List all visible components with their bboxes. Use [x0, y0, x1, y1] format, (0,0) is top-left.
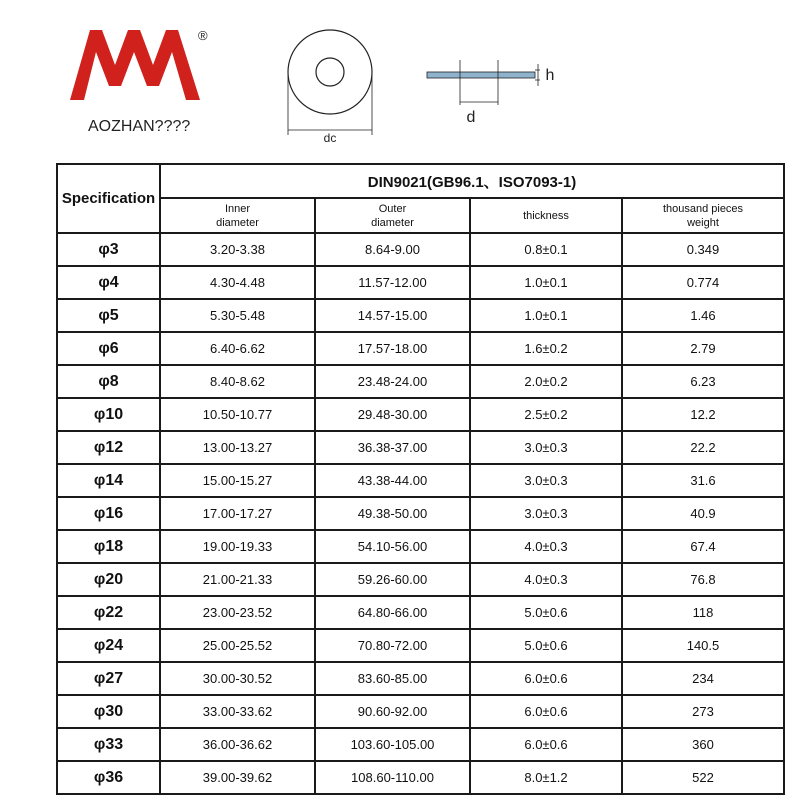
inner-diameter-cell: 21.00-21.33 [160, 563, 315, 596]
thickness-cell: 4.0±0.3 [470, 563, 622, 596]
spec-cell: φ30 [57, 695, 160, 728]
thickness-cell: 6.0±0.6 [470, 695, 622, 728]
inner-diameter-cell: 17.00-17.27 [160, 497, 315, 530]
table-row [57, 464, 784, 497]
outer-diameter-cell: 49.38-50.00 [315, 497, 470, 530]
outer-diameter-cell: 29.48-30.00 [315, 398, 470, 431]
spec-cell: φ33 [57, 728, 160, 761]
weight-cell: 0.774 [622, 266, 784, 299]
thickness-cell: 6.0±0.6 [470, 728, 622, 761]
inner-diameter-cell: 19.00-19.33 [160, 530, 315, 563]
weight-cell: 118 [622, 596, 784, 629]
spec-cell: φ14 [57, 464, 160, 497]
table-row [57, 233, 784, 266]
outer-diameter-cell: 103.60-105.00 [315, 728, 470, 761]
spec-cell: φ5 [57, 299, 160, 332]
outer-diameter-cell: 54.10-56.00 [315, 530, 470, 563]
outer-diameter-cell: 14.57-15.00 [315, 299, 470, 332]
thickness-cell: 6.0±0.6 [470, 662, 622, 695]
outer-diameter-header [315, 198, 470, 233]
weight-header-line2: weight [687, 216, 719, 229]
spec-cell: φ27 [57, 662, 160, 695]
outer-diameter-cell: 108.60-110.00 [315, 761, 470, 794]
outer-diameter-cell: 90.60-92.00 [315, 695, 470, 728]
brand-name [88, 118, 190, 136]
spec-cell: φ6 [57, 332, 160, 365]
thickness-cell: 5.0±0.6 [470, 629, 622, 662]
weight-cell: 22.2 [622, 431, 784, 464]
spec-cell: φ20 [57, 563, 160, 596]
inner-diameter-header [160, 198, 315, 233]
washer-side-view-icon [422, 50, 562, 130]
spec-cell: φ18 [57, 530, 160, 563]
inner-diameter-cell: 15.00-15.27 [160, 464, 315, 497]
inner-diameter-label: d [466, 109, 476, 126]
weight-cell: 140.5 [622, 629, 784, 662]
thickness-cell: 3.0±0.3 [470, 497, 622, 530]
weight-cell: 12.2 [622, 398, 784, 431]
table-row [57, 662, 784, 695]
table-row [57, 332, 784, 365]
thickness-cell: 3.0±0.3 [470, 431, 622, 464]
outer-diameter-cell: 8.64-9.00 [315, 233, 470, 266]
spec-cell: φ8 [57, 365, 160, 398]
standard-header: DIN9021(GB96.1、ISO7093-1) [160, 164, 784, 198]
table-row [57, 695, 784, 728]
weight-cell: 6.23 [622, 365, 784, 398]
outer-diameter-cell: 23.48-24.00 [315, 365, 470, 398]
table-row [57, 299, 784, 332]
weight-cell: 273 [622, 695, 784, 728]
table-row [57, 596, 784, 629]
aozhan-logo-icon [60, 20, 220, 110]
inner-diameter-cell: 13.00-13.27 [160, 431, 315, 464]
inner-diameter-cell: 3.20-3.38 [160, 233, 315, 266]
weight-cell: 2.79 [622, 332, 784, 365]
weight-cell: 1.46 [622, 299, 784, 332]
thickness-cell: 0.8±0.1 [470, 233, 622, 266]
weight-cell: 40.9 [622, 497, 784, 530]
weight-cell: 67.4 [622, 530, 784, 563]
outer-diameter-cell: 59.26-60.00 [315, 563, 470, 596]
thickness-cell: 3.0±0.3 [470, 464, 622, 497]
table-row [57, 398, 784, 431]
table-row [57, 761, 784, 794]
inner-diameter-cell: 33.00-33.62 [160, 695, 315, 728]
spec-cell: φ3 [57, 233, 160, 266]
brand-name-text: AOZHAN [88, 118, 155, 135]
weight-cell: 522 [622, 761, 784, 794]
thickness-header-line1: thickness [523, 209, 569, 222]
table-row [57, 629, 784, 662]
inner-diameter-cell: 8.40-8.62 [160, 365, 315, 398]
washer-spec-table [56, 163, 785, 795]
table-row [57, 497, 784, 530]
header [0, 0, 800, 160]
table-row [57, 431, 784, 464]
inner-diameter-cell: 4.30-4.48 [160, 266, 315, 299]
spec-cell: φ12 [57, 431, 160, 464]
washer-front-view-icon [280, 20, 385, 145]
inner-diameter-cell: 25.00-25.52 [160, 629, 315, 662]
thickness-cell: 1.6±0.2 [470, 332, 622, 365]
weight-cell: 0.349 [622, 233, 784, 266]
spec-column-header: Specification [57, 164, 160, 233]
thickness-cell: 8.0±1.2 [470, 761, 622, 794]
weight-cell: 31.6 [622, 464, 784, 497]
thickness-cell: 1.0±0.1 [470, 299, 622, 332]
spec-cell: φ24 [57, 629, 160, 662]
outer-diameter-cell: 64.80-66.00 [315, 596, 470, 629]
inner-diameter-cell: 6.40-6.62 [160, 332, 315, 365]
spec-cell: φ10 [57, 398, 160, 431]
spec-cell: φ36 [57, 761, 160, 794]
outer-header-line1: Outer [378, 202, 407, 215]
thickness-cell: 2.0±0.2 [470, 365, 622, 398]
thickness-cell: 1.0±0.1 [470, 266, 622, 299]
weight-cell: 360 [622, 728, 784, 761]
outer-diameter-cell: 70.80-72.00 [315, 629, 470, 662]
inner-diameter-cell: 30.00-30.52 [160, 662, 315, 695]
inner-diameter-cell: 5.30-5.48 [160, 299, 315, 332]
outer-diameter-cell: 43.38-44.00 [315, 464, 470, 497]
table-row [57, 365, 784, 398]
spec-cell: φ16 [57, 497, 160, 530]
inner-header-line1: Inner [224, 202, 251, 215]
table-row [57, 530, 784, 563]
thickness-cell: 5.0±0.6 [470, 596, 622, 629]
weight-header [622, 198, 784, 233]
inner-header-line2: diameter [216, 216, 259, 229]
outer-diameter-cell: 11.57-12.00 [315, 266, 470, 299]
thickness-cell: 4.0±0.3 [470, 530, 622, 563]
thickness-header [470, 198, 622, 233]
thickness-cell: 2.5±0.2 [470, 398, 622, 431]
table-body [57, 233, 784, 794]
outer-diameter-cell: 83.60-85.00 [315, 662, 470, 695]
inner-diameter-cell: 10.50-10.77 [160, 398, 315, 431]
outer-diameter-cell: 17.57-18.00 [315, 332, 470, 365]
brand-suffix: ???? [154, 118, 191, 135]
weight-header-line1: thousand pieces [662, 202, 744, 215]
table-row [57, 728, 784, 761]
weight-cell: 76.8 [622, 563, 784, 596]
outer-diameter-cell: 36.38-37.00 [315, 431, 470, 464]
spec-cell: φ4 [57, 266, 160, 299]
outer-header-line2: diameter [371, 216, 414, 229]
outer-diameter-label: dc [323, 131, 337, 145]
inner-diameter-cell: 36.00-36.62 [160, 728, 315, 761]
registered-mark: ® [198, 28, 208, 43]
weight-cell: 234 [622, 662, 784, 695]
inner-diameter-cell: 39.00-39.62 [160, 761, 315, 794]
table-row [57, 266, 784, 299]
inner-diameter-cell: 23.00-23.52 [160, 596, 315, 629]
spec-cell: φ22 [57, 596, 160, 629]
table-row [57, 563, 784, 596]
thickness-label: h [545, 67, 555, 84]
